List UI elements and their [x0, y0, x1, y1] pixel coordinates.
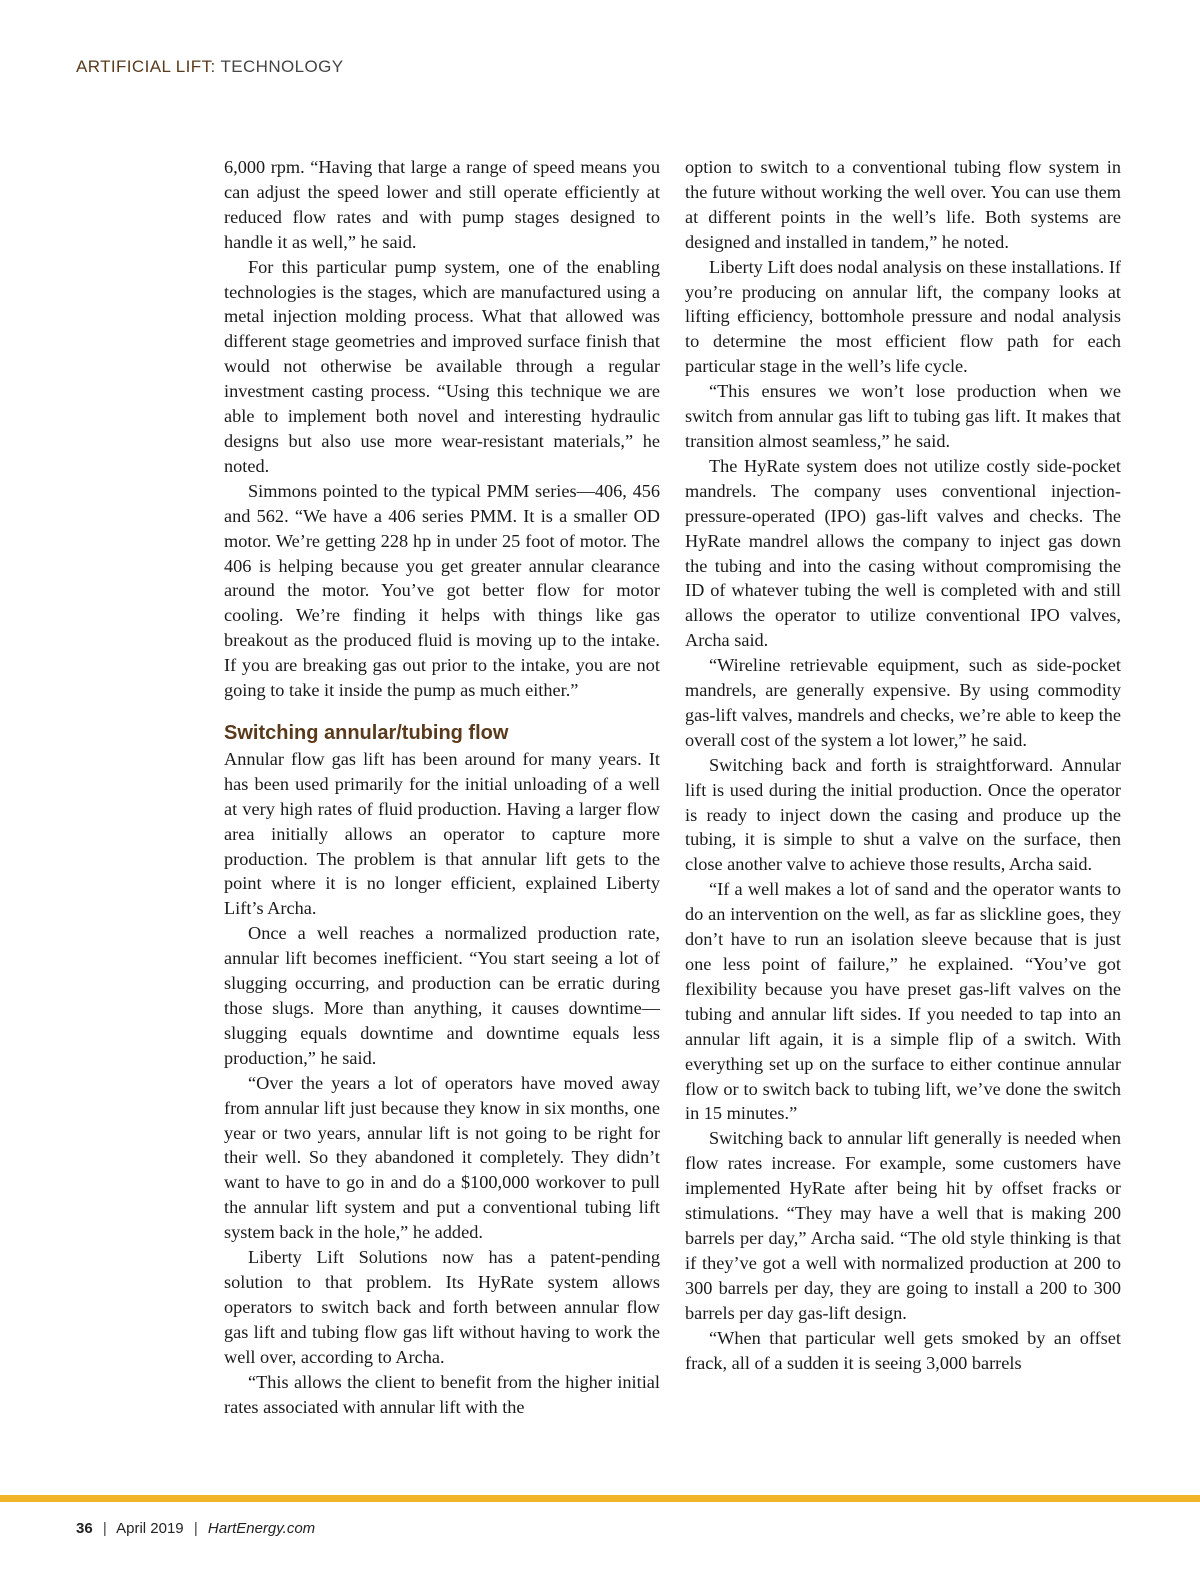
paragraph: “Wireline retrievable equipment, such as side-pocket mandrels, are generally expensive. By using commodity gas-lift valves, mandrels and checks, we’re able to keep the overall cost of the system a lot lower,” he said.: [685, 655, 1121, 750]
right-column: [685, 155, 1121, 1375]
page-footer: [76, 1520, 315, 1537]
paragraph: option to switch to a conventional tubing flow system in the future without working the well over. You can use them at different points in the well’s life. Both systems are designed and installed in tandem,” he noted.: [685, 157, 1121, 252]
subheading: Switching annular/tubing flow: [224, 721, 509, 744]
paragraph: “If a well makes a lot of sand and the operator wants to do an intervention on the well, as far as slickline goes, they don’t have to run an isolation sleeve because that is just one less point of failure,” he explained. “You’ve got flexibility because you have preset gas-lift valves on the tubing and annular lift sides. If you needed to tap into an annular lift again, it is a simple flip of a switch. With everything set up on the surface to either continue annular flow or to switch back to tubing lift, we’ve done the switch in 15 minutes.”: [685, 879, 1121, 1124]
paragraph: 6,000 rpm. “Having that large a range of speed means you can adjust the speed lower and still operate efficiently at reduced flow rates and with pump stages designed to handle it as well,” he said.: [224, 157, 660, 252]
left-column: [224, 155, 660, 1419]
footer-separator: |: [102, 1520, 107, 1537]
footer-rule: [0, 1495, 1200, 1502]
paragraph: Switching back and forth is straightforward. Annular lift is used during the initial production. Once the operator is ready to inject down the casing and produce up the tubing, it is simple to shut a valve on the surface, then close another valve to achieve those results, Archa said.: [685, 754, 1121, 875]
paragraph: “When that particular well gets smoked by an offset frack, all of a sudden it is seeing 3,000 barrels: [685, 1327, 1121, 1373]
paragraph: Annular flow gas lift has been around for many years. It has been used primarily for the initial unloading of a well at very high rates of fluid production. Having a larger flow area initially allows an operator to capture more production. The problem is that annular lift gets to the point where it is no longer efficient, explained Liberty Lift’s Archa.: [224, 748, 660, 919]
subsection-label: TECHNOLOGY: [220, 57, 344, 76]
website-link[interactable]: HartEnergy.com: [207, 1520, 316, 1537]
paragraph: Once a well reaches a normalized production rate, annular lift becomes inefficient. “You start seeing a lot of slugging occurring, and production can be erratic during those slugs. More than anything, it causes downtime—slugging equals downtime and downtime equals less production,” he said.: [224, 923, 660, 1068]
paragraph: Switching back to annular lift generally is needed when flow rates increase. For example, some customers have implemented HyRate after being hit by offset fracks or stimulations. “They may have a well that is making 200 barrels per day,” Archa said. “The old style thinking is that if they’ve got a well with normalized production at 200 to 300 barrels per day, they are going to install a 200 to 300 barrels per day gas-lift design.: [685, 1128, 1121, 1323]
section-label: ARTIFICIAL LIFT:: [76, 57, 216, 76]
paragraph: Simmons pointed to the typical PMM series—406, 456 and 562. “We have a 406 series PMM. It is a smaller OD motor. We’re getting 228 hp in under 25 foot of motor. The 406 is helping because you get greater annular clearance around the motor. You’ve got better flow for motor cooling. We’re finding it helps with things like gas breakout as the produced fluid is moving up to the intake. If you are breaking gas out prior to the intake, you are not going to take it inside the pump as much either.”: [224, 480, 660, 701]
paragraph: “This allows the client to benefit from the higher initial rates associated with annular lift with the: [224, 1371, 660, 1417]
paragraph: “Over the years a lot of operators have moved away from annular lift just because they know in six months, one year or two years, annular lift is not going to be right for their well. So they abandoned it completely. They didn’t want to have to go in and do a $100,000 workover to pull the annular lift system and put a conventional tubing lift system back in the hole,” he added.: [224, 1072, 660, 1243]
section-header: [76, 57, 343, 77]
paragraph: Liberty Lift does nodal analysis on these installations. If you’re producing on annular lift, the company looks at lifting efficiency, bottomhole pressure and nodal analysis to determine the most efficient flow path for each particular stage in the well’s life cycle.: [685, 256, 1121, 377]
page-number: 36: [76, 1520, 93, 1537]
issue-date: April 2019: [116, 1520, 184, 1537]
paragraph: “This ensures we won’t lose production when we switch from annular gas lift to tubing gas lift. It makes that transition almost seamless,” he said.: [685, 381, 1121, 451]
paragraph: For this particular pump system, one of the enabling technologies is the stages, which are manufactured using a metal injection molding process. What that allowed was different stage geometries and improved surface finish that would not otherwise be available through a regular investment casting process. “Using this technique we are able to implement both novel and interesting hydraulic designs but also use more wear-resistant materials,” he noted.: [224, 256, 660, 476]
paragraph: The HyRate system does not utilize costly side-pocket mandrels. The company uses conventional injection-pressure-operated (IPO) gas-lift valves and checks. The HyRate mandrel allows the company to inject gas down the tubing and into the casing without compromising the ID of whatever tubing the well is completed with and still allows the operator to utilize conventional IPO valves, Archa said.: [685, 455, 1121, 651]
footer-separator: |: [193, 1520, 198, 1537]
paragraph: Liberty Lift Solutions now has a patent-pending solution to that problem. Its HyRate system allows operators to switch back and forth between annular flow gas lift and tubing flow gas lift without having to work the well over, according to Archa.: [224, 1247, 660, 1367]
